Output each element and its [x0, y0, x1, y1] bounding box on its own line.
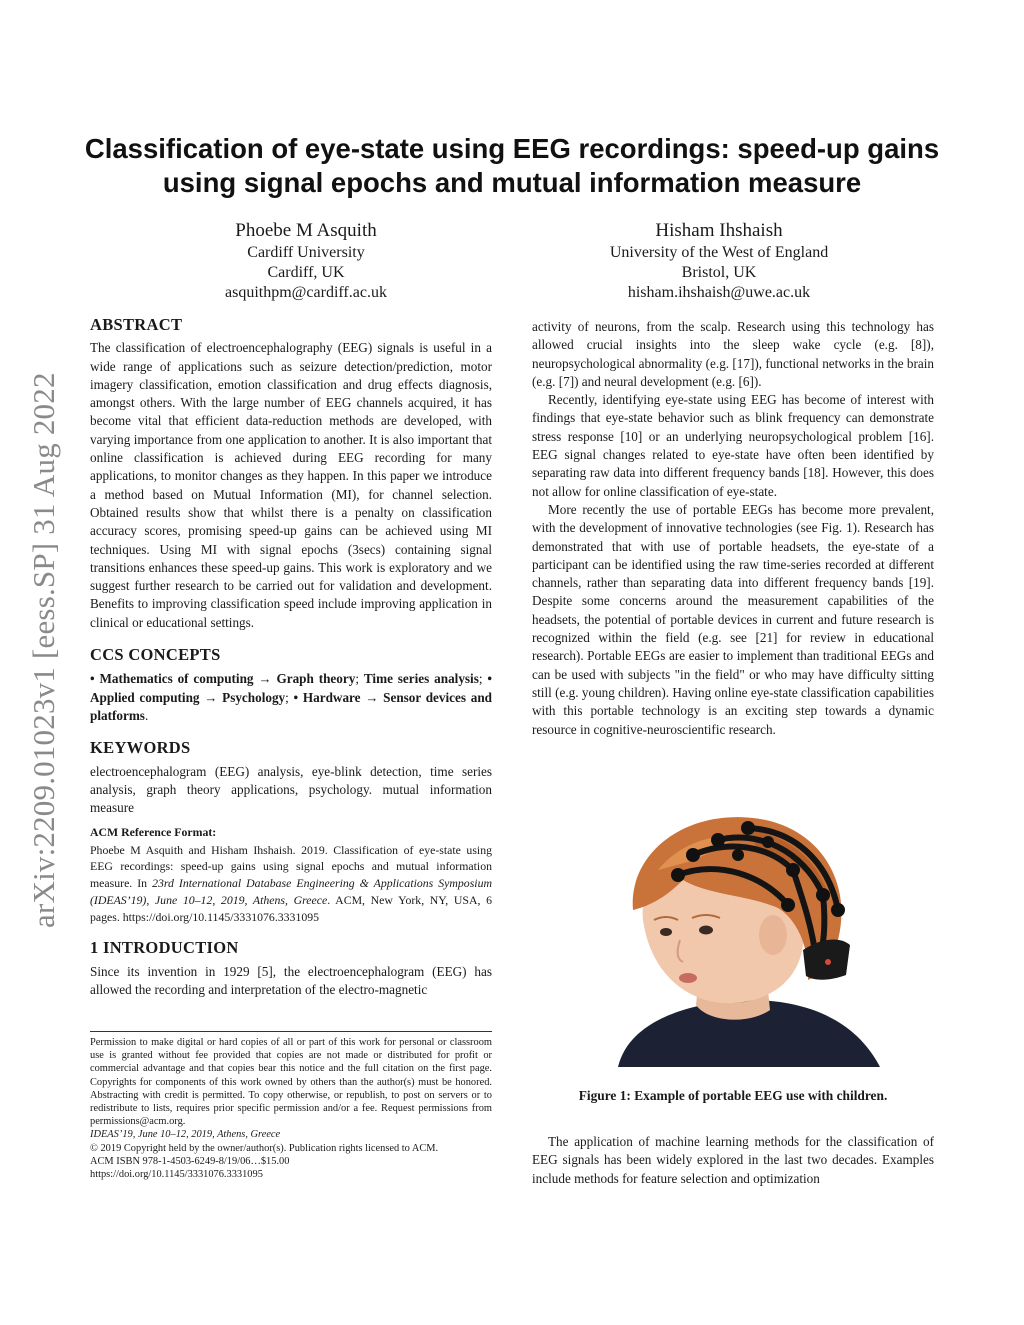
- ccs-term: • Hardware: [293, 689, 361, 705]
- title-line-1: Classification of eye-state using EEG recordings: speed-up gains: [84, 133, 940, 164]
- author-location: Bristol, UK: [681, 264, 757, 281]
- figure-1-caption: Figure 1: Example of portable EEG use with children.: [578, 1088, 888, 1103]
- acm-ref-part: . ACM, New York, NY, USA, 6 pages. https://doi.org/10.1145/3331076.3331095: [90, 892, 492, 924]
- author-affiliation: Cardiff University: [247, 244, 365, 261]
- author-name: Hisham Ihshaish: [655, 220, 783, 241]
- author-affiliation: University of the West of England: [609, 244, 829, 261]
- doi-line[interactable]: https://doi.org/10.1145/3331076.3331095: [90, 1169, 263, 1181]
- acm-ref-venue: 23rd International Database Engineering & Applications Symposium (IDEAS’19), June 10–12, 2019, Athens, Greece: [90, 876, 492, 907]
- ccs-term: Time series analysis: [363, 671, 479, 687]
- left-column: [90, 316, 492, 999]
- ccs-term: • Mathematics of computing: [90, 671, 254, 687]
- ccs-sep: ;: [355, 671, 359, 687]
- permission-text: Permission to make digital or hard copies of all or part of this work for personal or classroom use is granted without fee provided that copies are not made or distributed for profit or commercial advantage and that copies bear this notice and the full citation on the first page. Copyrights for components of this work owned by others than the author(s) must be honored. Abstracting with credit is permitted. To copy otherwise, or republish, to post on servers or to redistribute to lists, requires prior specific permission and/or a fee. Request permissions from permissions@acm.org.: [90, 1037, 492, 1128]
- acm-reference-text: [90, 842, 492, 926]
- ccs-concepts: [90, 670, 492, 725]
- intro-paragraph: More recently the use of portable EEGs has become more prevalent, with the development of innovative technologies (see Fig. 1). Research has demonstrated that with use of portable headsets, the eye-state of a participant can be identified using the raw time-series recorded at different channels, rather than separating data into different frequency bands [19]. Despite some concerns around the measurement capabilities of the headsets, the potential of portable devices in current and future research is recognized within the field (e.g. see [21] for review in educational research). Portable EEGs are easier to implement than traditional EEGs and can be used with subjects "in the field" or who may have difficulty sitting still (e.g. young children). Having online eye-state classification capabilities with this portable technology is an exciting step towards a dynamic resource in cognitive-neuroscientific research.: [532, 501, 934, 737]
- right-column-continued: [532, 1133, 934, 1188]
- intro-paragraph: The application of machine learning methods for the classification of EEG signals has been widely explored in the last two decades. Examples include methods for feature selection and optimization: [532, 1134, 934, 1186]
- right-column: [532, 318, 934, 739]
- conference-line: IDEAS’19, June 10–12, 2019, Athens, Greece: [90, 1129, 281, 1141]
- ccs-term: • Applied computing: [90, 671, 493, 705]
- title-line-2: using signal epochs and mutual information measure: [162, 167, 862, 198]
- keywords-heading: KEYWORDS: [90, 738, 191, 758]
- abstract-text: The classification of electroencephalography (EEG) signals is useful in a wide range of applications such as seizure detection/prediction, motor imagery classification, emotion classification and drug effects diagnosis, amongst others. With the large number of EEG channels acquired, it has become vital that efficient data-reduction methods are developed, with varying importance from one application to another. It is also important that online classification is achieved during EEG recording for many applications, to monitor changes as they happen. In this paper we introduce a method based on Mutual Information (MI), for channel selection. Obtained results show that whilst there is a penalty on classification accuracy scores, promising speed-up gains can be achieved using MI techniques. Using MI with signal epochs (3secs) containing signal transitions enhances these speed-up gains. This work is exploratory and we suggest further research to be carried out for validation and development. Benefits to improving classification speed include improving application in clinical or educational settings.: [90, 340, 492, 630]
- acm-ref-part: Phoebe M Asquith and Hisham Ihshaish. 2019. Classification of eye-state using EEG recordings: speed-up gains using signal epochs and mutual information measure. In: [90, 842, 492, 891]
- introduction-text: Since its invention in 1929 [5], the electroencephalogram (EEG) has allowed the recording and interpretation of the electro-magnetic: [90, 963, 492, 997]
- ccs-sep: .: [144, 707, 149, 723]
- footnote-divider: [90, 1031, 492, 1032]
- author-name: Phoebe M Asquith: [235, 220, 377, 241]
- copyright-line: © 2019 Copyright held by the owner/author(s). Publication rights licensed to ACM.: [90, 1142, 439, 1154]
- ccs-term: Graph theory: [276, 671, 356, 687]
- author-block-1: [200, 219, 412, 303]
- paper-title: [60, 132, 964, 200]
- child-eeg-illustration: [588, 800, 888, 1067]
- ccs-term: Sensor devices and platforms: [90, 689, 492, 723]
- ccs-arrow: →: [204, 689, 218, 705]
- ccs-term: Psychology: [222, 689, 286, 705]
- ccs-sep: ;: [478, 671, 483, 687]
- author-block-2: [570, 219, 868, 303]
- permission-notice: [90, 1036, 492, 1181]
- arxiv-identifier: arXiv:2209.01023v1 [eess.SP] 31 Aug 2022: [26, 372, 61, 928]
- figure-1-photo: [588, 800, 888, 1067]
- ccs-sep: ;: [285, 689, 289, 705]
- ccs-heading: CCS CONCEPTS: [90, 645, 221, 665]
- acm-reference-heading: ACM Reference Format:: [90, 825, 217, 840]
- keywords-text: electroencephalogram (EEG) analysis, eye-blink detection, time series analysis, graph theory applications, psychology. mutual information measure: [90, 763, 492, 816]
- intro-paragraph: Recently, identifying eye-state using EEG has become of interest with findings that eye-state behavior such as blink frequency can demonstrate stress response [10] or an underlying neuropsychological problem [16]. EEG signal changes related to eye-state have often been identified by separating raw data into different frequency bands [18]. However, this does not allow for online classification of eye-state.: [532, 392, 934, 499]
- isbn-line: ACM ISBN 978-1-4503-6249-8/19/06…$15.00: [90, 1155, 290, 1167]
- author-location: Cardiff, UK: [267, 264, 345, 281]
- intro-paragraph: activity of neurons, from the scalp. Research using this technology has allowed crucial insights into the sleep wake cycle (e.g. [8]), neuropsychological abnormality (e.g. [17]), functional networks in the brain (e.g. [7]) and neural development (e.g. [6]).: [532, 319, 934, 389]
- author-email[interactable]: hisham.ihshaish@uwe.ac.uk: [627, 284, 811, 301]
- author-email[interactable]: asquithpm@cardiff.ac.uk: [225, 284, 387, 301]
- introduction-heading: 1 INTRODUCTION: [90, 938, 239, 958]
- ccs-arrow: →: [258, 671, 272, 687]
- ccs-arrow: →: [365, 689, 379, 705]
- abstract-heading: ABSTRACT: [90, 315, 183, 334]
